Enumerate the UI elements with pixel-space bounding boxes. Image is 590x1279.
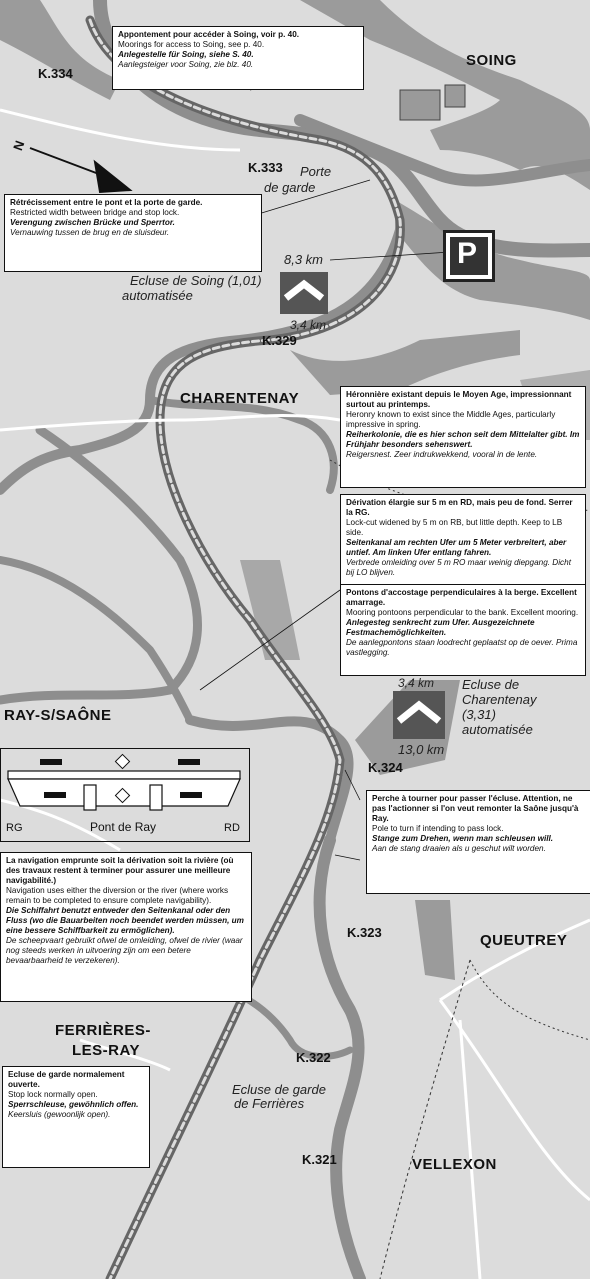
soing-buildings: [400, 85, 465, 120]
note-derivation-en: Lock-cut widened by 5 m on RB, but little depth. Keep to LB side.: [346, 518, 563, 537]
km-marker-321: K.321: [302, 1152, 337, 1167]
bridge-span-mark: [44, 792, 66, 798]
town-charentenay: CHARENTENAY: [180, 390, 300, 407]
note-pontons-en: Mooring pontoons perpendicular to the bank. Excellent mooring.: [346, 608, 579, 617]
km-marker-323: K.323: [347, 925, 382, 940]
pont-name: Pont de Ray: [90, 820, 157, 834]
lock-charentenay-name-3: (3,31): [462, 707, 496, 722]
note-heronniere-de: Reiherkolonie, die es hier schon seit dem Mittelalter gibt. Im Frühjahr besonders sehenswert.: [346, 430, 580, 449]
km-marker-334: K.334: [38, 66, 73, 81]
lock-soing-icon: [280, 272, 328, 314]
note-navigation-fr: La navigation emprunte soit la dérivation soit la rivière (où des travaux restent à terminer pour assurer une meilleure navigabilité.): [6, 856, 234, 885]
note-heronniere: [340, 386, 586, 488]
north-letter: N: [10, 138, 28, 153]
lock-soing-up-distance: 8,3 km: [284, 252, 324, 267]
town-ferrieres-line2: LES-RAY: [72, 1042, 140, 1059]
porte-label-line2: de garde: [264, 180, 316, 195]
town-ferrieres-line1: FERRIÈRES-: [55, 1022, 151, 1039]
note-navigation-de: Die Schiffahrt benutzt entweder den Seitenkanal oder den Fluss (wo die Bauarbeiten noch beendet werden müssen, um eine bessere Schiffbarkeit zu ermöglichen).: [6, 906, 244, 935]
pont-left-bank: RG: [6, 822, 23, 834]
lock-soing-name: Ecluse de Soing (1,01): [130, 273, 262, 288]
lock-charentenay-status: automatisée: [462, 722, 533, 737]
parking-letter: P: [457, 237, 478, 270]
bridge-span-mark: [40, 759, 62, 765]
note-perche-de: Stange zum Drehen, wenn man schleusen will.: [372, 834, 554, 843]
lock-ferrieres-name-2: de Ferrières: [234, 1096, 305, 1111]
note-ecluse-garde: [2, 1066, 150, 1168]
note-pontons-fr: Pontons d'accostage perpendiculaires à la berge. Excellent amarrage.: [346, 588, 577, 607]
note-retrecissement-en: Restricted width between bridge and stop lock.: [10, 208, 180, 217]
note-retrecissement-de: Verengung zwischen Brücke und Sperrtor.: [10, 218, 175, 227]
town-queutrey: QUEUTREY: [480, 932, 568, 949]
note-ecluse-garde-fr: Ecluse de garde normalement ouverte.: [8, 1070, 125, 1089]
note-appontement-en: Moorings for access to Soing, see p. 40.: [118, 40, 265, 49]
lock-charentenay-icon: [393, 691, 445, 739]
note-derivation-nl: Verbrede omleiding over 5 m RO maar weinig diepgang. Dicht bij LO blijven.: [346, 558, 571, 577]
note-heronniere-nl: Reigersnest. Zeer indrukwekkend, vooral in de lente.: [346, 450, 538, 459]
note-derivation-fr: Dérivation élargie sur 5 m en RD, mais peu de fond. Serrer la RG.: [346, 498, 573, 517]
note-pontons-de: Anlegesteg senkrecht zum Ufer. Ausgezeichnete Festmachemöglichkeiten.: [346, 618, 535, 637]
lock-soing-status: automatisée: [122, 288, 193, 303]
parking-sign: [443, 230, 495, 282]
note-ecluse-garde-de: Sperrschleuse, gewöhnlich offen.: [8, 1100, 139, 1109]
note-heronniere-fr: Héronnière existant depuis le Moyen Age, impressionnant surtout au printemps.: [346, 390, 572, 409]
bridge-span-mark: [178, 759, 200, 765]
lock-charentenay-name-2: Charentenay: [462, 692, 537, 707]
note-derivation: [340, 494, 586, 588]
km-marker-333: K.333: [248, 160, 283, 175]
pont-right-bank: RD: [224, 822, 240, 834]
note-retrecissement-fr: Rétrécissement entre le pont et la porte de garde.: [10, 198, 203, 207]
bridge-span-mark: [180, 792, 202, 798]
note-appontement: [112, 26, 364, 90]
note-ecluse-garde-en: Stop lock normally open.: [8, 1090, 98, 1099]
note-ecluse-garde-nl: Keersluis (gewoonlijk open).: [8, 1110, 111, 1119]
town-ray-sur-saone: RAY-S/SAÔNE: [4, 707, 112, 724]
note-perche-en: Pole to turn if intending to pass lock.: [372, 824, 504, 833]
km-marker-329: K.329: [262, 333, 297, 348]
note-retrecissement-nl: Vernauwing tussen de brug en de sluisdeur.: [10, 228, 170, 237]
note-navigation-nl: De scheepvaart gebruikt ofwel de omleiding, ofwel de rivier (waar nog steeds werken in uitvoering zijn om een betere bevaarbaarheid te verzekeren).: [6, 936, 243, 965]
town-vellexon: VELLEXON: [412, 1156, 497, 1173]
km-marker-322: K.322: [296, 1050, 331, 1065]
lock-soing-down-distance: 3,4 km: [290, 318, 327, 332]
note-perche-fr: Perche à tourner pour passer l'écluse. Attention, ne pas l'actionner si l'on veut remonter la Saône jusqu'à Ray.: [372, 794, 579, 823]
note-retrecissement: [4, 194, 262, 272]
note-perche-nl: Aan de stang draaien als u geschut wilt worden.: [372, 844, 546, 853]
note-navigation: [0, 852, 252, 1002]
note-pontons-nl: De aanlegpontons staan loodrecht geplaatst op de oever. Prima vastlegging.: [346, 638, 578, 657]
note-appontement-de: Anlegestelle für Soing, siehe S. 40.: [118, 50, 254, 59]
note-navigation-en: Navigation uses either the diversion or the river (where works remain to be completed to ensure complete navigability).: [6, 886, 229, 905]
note-appontement-fr: Appontement pour accéder à Soing, voir p. 40.: [118, 30, 300, 39]
note-appontement-nl: Aanlegsteiger voor Soing, zie blz. 40.: [118, 60, 254, 69]
chevron-up-icon: [280, 272, 328, 314]
chevron-up-icon: [393, 691, 445, 739]
note-derivation-de: Seitenkanal am rechten Ufer um 5 Meter verbreitert, aber untief. Am linken Ufer entlang fahren.: [346, 538, 567, 557]
porte-label-line1: Porte: [300, 164, 332, 179]
town-soing: SOING: [466, 52, 517, 69]
lock-charentenay-name-1: Ecluse de: [462, 677, 520, 692]
north-arrow-shape: [30, 148, 130, 192]
lock-charentenay-down-distance: 13,0 km: [398, 742, 445, 757]
lock-charentenay-up-distance: 3,4 km: [398, 676, 435, 690]
km-marker-324: K.324: [368, 760, 403, 775]
note-pontons: [340, 584, 586, 676]
note-perche: [366, 790, 590, 894]
lock-ferrieres-name-1: Ecluse de garde: [232, 1082, 326, 1097]
note-heronniere-en: Heronry known to exist since the Middle Ages, particularly impressive in spring.: [346, 410, 556, 429]
